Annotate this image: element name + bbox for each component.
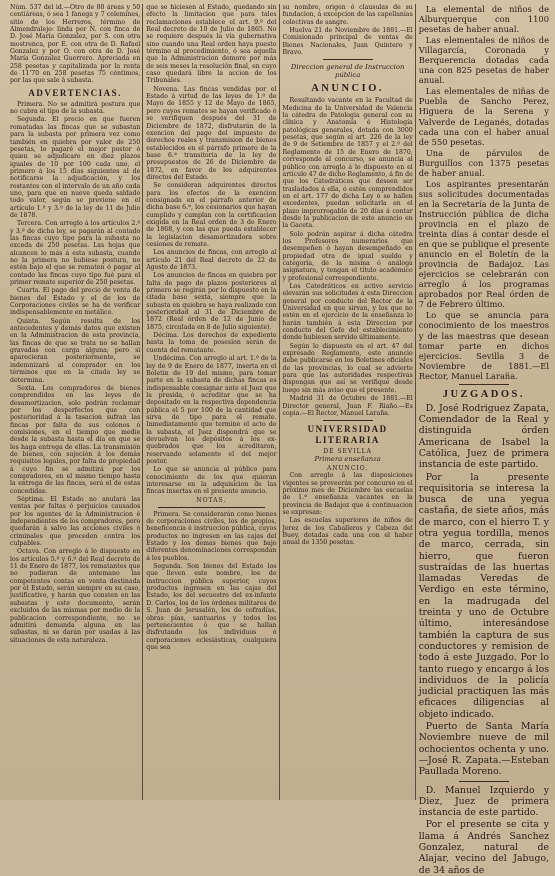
article-paragraph: que se hiciesen al Estado, quedando sin efecto la limitacion que para tales reclamaciones establece el art. 9.º del Real decreto de 10 de Julio de 1865. No se requiere después la vía gubernativa sino cuando una Real orden haya puesto término al procedimiento, ó sea aquella que la Administracion demore por más de seis meses la resolución final, en cuyo caso quedará libre la accion de los Tribunales. — [146, 4, 277, 85]
section-heading: ADVERTENCIAS. — [28, 87, 122, 98]
article-paragraph: Resultando vacante en la Facultad de Medicina de la Universidad de Valencia la cátedra de Patología general con su clínica y Anatomía é Histología patológicas generales, dotada con 3000 pesetas, que según el art. 226 de la ley de 9 de Setiembre de 1857 y el 2.º del Reglamento de 15 de Enero de 1870, corresponde al concurso, se anuncia al público con arreglo á lo dispuesto en el artículo 47 de dicho Reglamento, á fin de que los Catedráticos que deseen ser trasladados á ella, ó estén comprendidos en el art. 177 de dicha Ley ó se hallen excedentes, puedan solicitarla en el plazo improrrogable de 20 días á contar desde la publicacion de este anuncio en la Gaceta. — [282, 97, 413, 230]
section-heading: UNIVERSIDAD LITERARIA — [307, 424, 388, 446]
article-paragraph: Novena. Las fincas vendidas por el Estado á virtud de las leyes de 1.º de Mayo de 1855 y 12 de Mayo de 1865, pero cuyos remates se hayan verificado ó se verifiquen después del 31 de Diciembre de 1872, disfrutarán de la exencion del pago del impuesto de derechos reales y transmision de bienes establecidos en el párrafo primero de la base 6.ª transitoria de la ley de presupuestos de 26 de Diciembre de 1872, en favor de los adquirentes directos del Estado. — [146, 85, 277, 181]
section-heading: Direccion general de Instruccion pública — [290, 63, 405, 80]
notice-paragraph: Puerto de Santa María Noviembre nueve de mil ochocientos ochenta y uno.—José R. Zapata.—Esteban Paullada Moreno. — [418, 721, 549, 778]
article-paragraph: Con arreglo á las disposiciones vigentes se proveerán por concurso en el próximo mes de Diciembre las escuelas de 1.ª enseñanza vacantes en la provincia de Badajoz que á continuacion se expresan: — [282, 472, 413, 516]
section-divider — [158, 507, 264, 508]
article-paragraph: Núm. 537 del id.—Otro de 80 áreas y 50 centiáreas, ó sea 1 fanega y 7 celemines, sitio de los Herreros, término de Almendralejo: linda por N. con finca de D. José María Gonzalez, por S. con otra mostrenca, por E. con otra de D. Rafael Gonzalez y por O. con otra de D. José María Gonzalez Guerrero. Apreciada en 258 pesetas y capitalizada por la renta de 11'70 en 258 pesetas 75 céntimos, por las que sale á subasta. — [10, 4, 141, 85]
section-divider — [459, 384, 509, 385]
article-paragraph: Huelva 21 de Noviembre de 1881.—El Comisionado principal de ventas de Bienes Nacionales, Juan Quintero y Bravo. — [282, 27, 413, 57]
article-paragraph: Se consideran adquirentes directos para los efectos de la exencion consignada en el párrafo anterior de dicha base 6.ª, los cesionarios que hayan cumplido y cumplan con la certificacion exigida en la Real orden de 3 de Enero de 1868, y con las que pueda establecer la legislacion desamortizadora sobre cesiones de remate. — [146, 182, 277, 248]
notice-paragraph: Por la presente requisitoria se interesa la busca de una yegua castaña, de siete años, más de marco, con el hierro T. y otra yegua tordilla, menos de marco, cerrada, sin hierro, que fueron sustraídas de las huertas llamadas Veredas de Verdigo en este término, en la madrugada del treinta y uno de Octubre último, interesándose también la captura de sus conductores y remision de todo á este Juzgado. Por lo tanto ruego y encargo á los individuos de la policía judicial practiquen las más eficaces diligencias al objeto indicado. — [418, 471, 549, 720]
column-3 — [283, 4, 413, 800]
article-paragraph: Cuarta. El pago del precio de venta de bienes del Estado y el de los de Corporaciones civiles se ha de verificar indispensablemente en metálico. — [10, 287, 141, 317]
article-paragraph: Según lo dispuesto en el art. 47 del expresado Reglamento, este anuncio debe publicarse en los Boletines oficiales de las provincias, lo cual se advierte para que las autoridades respectivas dispongan que así se verifique desde luego sin más aviso que el presente. — [282, 342, 413, 394]
article-paragraph: Primera. No se admitirá postura que no cubra el tipo de la subasta. — [10, 100, 141, 116]
article-paragraph: Las elementales de niños de Villagarcía, Coronada y Berquerencia dotadas cada una con 825 pesetas de haber anual. — [418, 35, 549, 86]
article-paragraph: Primera. Se considerarán como bienes de corporaciones civiles, los de propios, beneficencia é instruccion pública, cuyos productos no ingresen en las cajas del Estado y los demás bienes que bajo diferentes denominaciones correspondan á los pueblos. — [146, 510, 277, 562]
article-paragraph: Los anuncios de fincas en quiebra por falta de pago de plazos posteriores al primero se regirán por lo dispuesto en la citada base sexta, siempre que la subasta en quiebra se haya realizado con posterioridad al 31 de Diciembre de 1872 (Real órden de 12 de Junio de 1875, circulada en 8 de Julio siguiente). — [146, 272, 277, 331]
sub-heading: ANUNCIO. — [326, 465, 369, 473]
article-paragraph: Los anuncios de fincas, con arreglo al artículo 21 del Real decreto de 22 de Agosto de 1873. — [146, 249, 277, 272]
section-heading: Primera enseñanza — [314, 455, 381, 464]
article-paragraph: Segunda. Son bienes del Estado los que lleven este nombre, los de instruccion pública superior, cuyos productos ingresen en las cajas del Estado, los del secuestro del ex-infante D. Carlos, los de los órdenes militares de S. Juan de Jerusalén, los de cofradías, obras pías, santuarios y todos los pertenecientes ó que se hallan disfrutando los individuos ó corporaciones eclesiásticas, cualquiera que sea — [146, 563, 277, 651]
article-paragraph: Lo que se anuncia para conocimiento de los maestros y de las maestras que desean tomar parte en dichos ejercicios. Sevilla 3 de Noviembre de 1881.—El Rector, Manuel Laraña. — [418, 310, 549, 381]
notice-paragraph: D. Manuel Izquierdo y Diez, Juez de primera instancia de este partido. — [418, 784, 549, 819]
sub-heading: DE SEVILLA — [323, 448, 372, 456]
article-paragraph: Décima. Los derechos de expediente hasta la toma de posesion serán de cuenta del rematante. — [146, 332, 277, 354]
section-heading: ANUNCIO. — [311, 83, 385, 95]
article-paragraph: La elemental de niños de Alburquerque con 1100 pesetas de haber anual. — [418, 4, 549, 35]
article-paragraph: Quinta. Según resulta de los antecedentes y demás datos que existen en la Administracion de esta provincia, las fincas de que se trata no se hallan gravadas con carga alguna; pero si aparecieran posteriormente, se indemnizará al comprador en los términos que en la citada ley se determina. — [10, 317, 141, 384]
article-paragraph: Séptima. El Estado no anulará las ventas por faltas ó perjuicios causados por los agentes de la Administracion é independientes de los compradores, pero quedarán á salvo las acciones civiles ó criminales que proceden contra los culpables. — [10, 496, 141, 548]
column-1 — [10, 4, 140, 800]
article-paragraph: Las elementales de niñas de Puebla de Sancho Perez, Higuera de la Serena y Valverde de Leganés, dotadas cada una con el haber anual de 550 pesetas. — [418, 86, 549, 147]
article-paragraph: Segunda. El precio en que fueren rematadas las fincas que se subastan para la subasta por primera vez como también en quiebra por valor de 250 pesetas, lo pagaré el mejor postor ó quien se adjudicare en diez plazos iguales de 10 por 100 cada uno, el primero á los 15 días siguientes al de notificarse la adjudicación, y los restantes con el intervalo de un año cada uno, para que en nueve queda saldado todo valor, según se previene en el artículo 1.º y 3.º de la ley de 11 de Julio de 1878. — [10, 116, 141, 219]
article-paragraph: Undécima. Con arreglo al art. 1.º de la ley de 9 de Enero de 1877, inserta en el Boletin de 19 del mismo, para tomar parte en la subasta de dichas fincas es indispensable consignar ante el Juez que la presida, ó acreditar que se ha depositado en la respectiva dependencia pública el 5 por 100 de la cantidad que sirva de tipo para el remate. Inmediatamente que termine el acto de la subasta, el Juez dispondrá que se devuelvan los depósitos á los ex-quebrados que los acreditaron, reservando solamente el del mejor postor. — [146, 355, 277, 465]
article-paragraph: su nombre, origen ó clausulas de su fundacion, á excepcion de las capellanías colectivas de sangre. — [282, 4, 413, 26]
article-paragraph: Lo que se anuncia al público para conocimiento de los que quieran interesarse en la adquisicion de las fincas insertas en el presente anuncio. — [146, 466, 277, 496]
article-paragraph: Una de párvulos de Burguillos con 1375 pesetas de haber anual. — [418, 147, 549, 178]
section-divider — [323, 59, 373, 60]
article-paragraph: Solo podrán aspirar á dicha cátedra los Profesores numerarios que desempeñen ó hayan desempeñado en propiedad otra de igual sueldo y categoría, de la misma ó análoga asignatura, y tengan el título académico y profesional correspondiente. — [282, 230, 413, 282]
article-paragraph: Los Catedráticos en activo servicio elevarán sus solicitudes á esta Direccion general por conducto del Rector de la Universidad en que sirvan, y los que no estén en el ejercicio de la enseñanza lo harán también á esta Direccion por conducto del Gefe del establecimiento donde hubiesen servido últimamente. — [282, 283, 413, 342]
column-4 — [418, 4, 549, 876]
article-paragraph: Las escuelas superiores de niños de Jerez de los Caballeros y Cabeza del Buey, dotadas cada una con el haber anual de 1350 pesetas. — [282, 517, 413, 547]
section-divider — [459, 781, 509, 782]
article-paragraph: Los aspirantes presentarán sus solicitudes documentadas en la Secretaría de la Junta de Instrucción pública de dicha provincia en el plazo de treinta días á contar desde el en que se publique el presente anuncio en el Boletín de la provincia de Badajoz. Las ejercicios se celebrarán con arreglo á los programas aprobados por Real órden de 7 de Febrero último. — [418, 178, 549, 310]
article-paragraph: Tercera. Con arreglo á los artículos 2.º y 3.º de dicha ley, se pagarán al contado las fincas cuyo tipo para la subasta no exceda de 250 pesetas. Las hojas que alcancen lo más á esta subasta, cuando no la primera no hubiese postura, no estén bajo el que se rematen ó pagar al contado las fincas cuyo tipo fué para el primer remate superior de 250 pesetas. — [10, 220, 141, 287]
article-paragraph: Sexta. Los compradores de bienes comprendidos en las leyes de desamortizacion, solo podrán reclamar por los desperfectos que con posterioridad á la tasacion sufran las fincas por falta de sus colonos ó comisiones, en el tiempo que medie desde la subasta hasta el día en que se les haga entrega de ellas. La transmisión de bienes, con sujeción á los demás requisitos legales, por falta de propiedad á cuyo fin se admitirá por los compradores, en el mismo tiempo hasta la entrega de las fincas, será el de estas concedidas. — [10, 384, 141, 495]
column-2 — [146, 4, 276, 800]
notice-paragraph: D. José Rodriguez Zapata, Comendador de la Real y distinguida órden Americana de Isabel la Católica, Juez de primera instancia de este partido. — [418, 402, 549, 471]
notice-paragraph: Por el presente se cita y llama á Andrés Sanchez Gonzalez, natural de Alajar, vecino del Jabugo, de 34 años de — [418, 819, 549, 876]
section-heading: JUZGADOS. — [442, 388, 526, 400]
article-paragraph: Madrid 31 de Octubre de 1881.—El Director general, Juan F. Riaño.—Es copia.—El Rector, Manuel Laraña. — [282, 395, 413, 417]
sub-heading: NOTAS. — [196, 496, 227, 504]
section-divider — [323, 420, 373, 421]
article-paragraph: Octava. Con arreglo á lo dispuesto en los artículos 5.º y 6.º del Real decreto de 11 de Enero de 1877, los rematantes que no pudieran de antemano las competentes contas en venta destinada por el Estado, serán siempre en su caso, justificativo, y harán que consten en las subastas y este documento, serán excluidos de las mismas por medio de la publicacion correspondiente, no se admitirá demanda alguna en las subastas, ni se darán por usadas á las situaciones de esta naturaleza. — [10, 548, 141, 644]
